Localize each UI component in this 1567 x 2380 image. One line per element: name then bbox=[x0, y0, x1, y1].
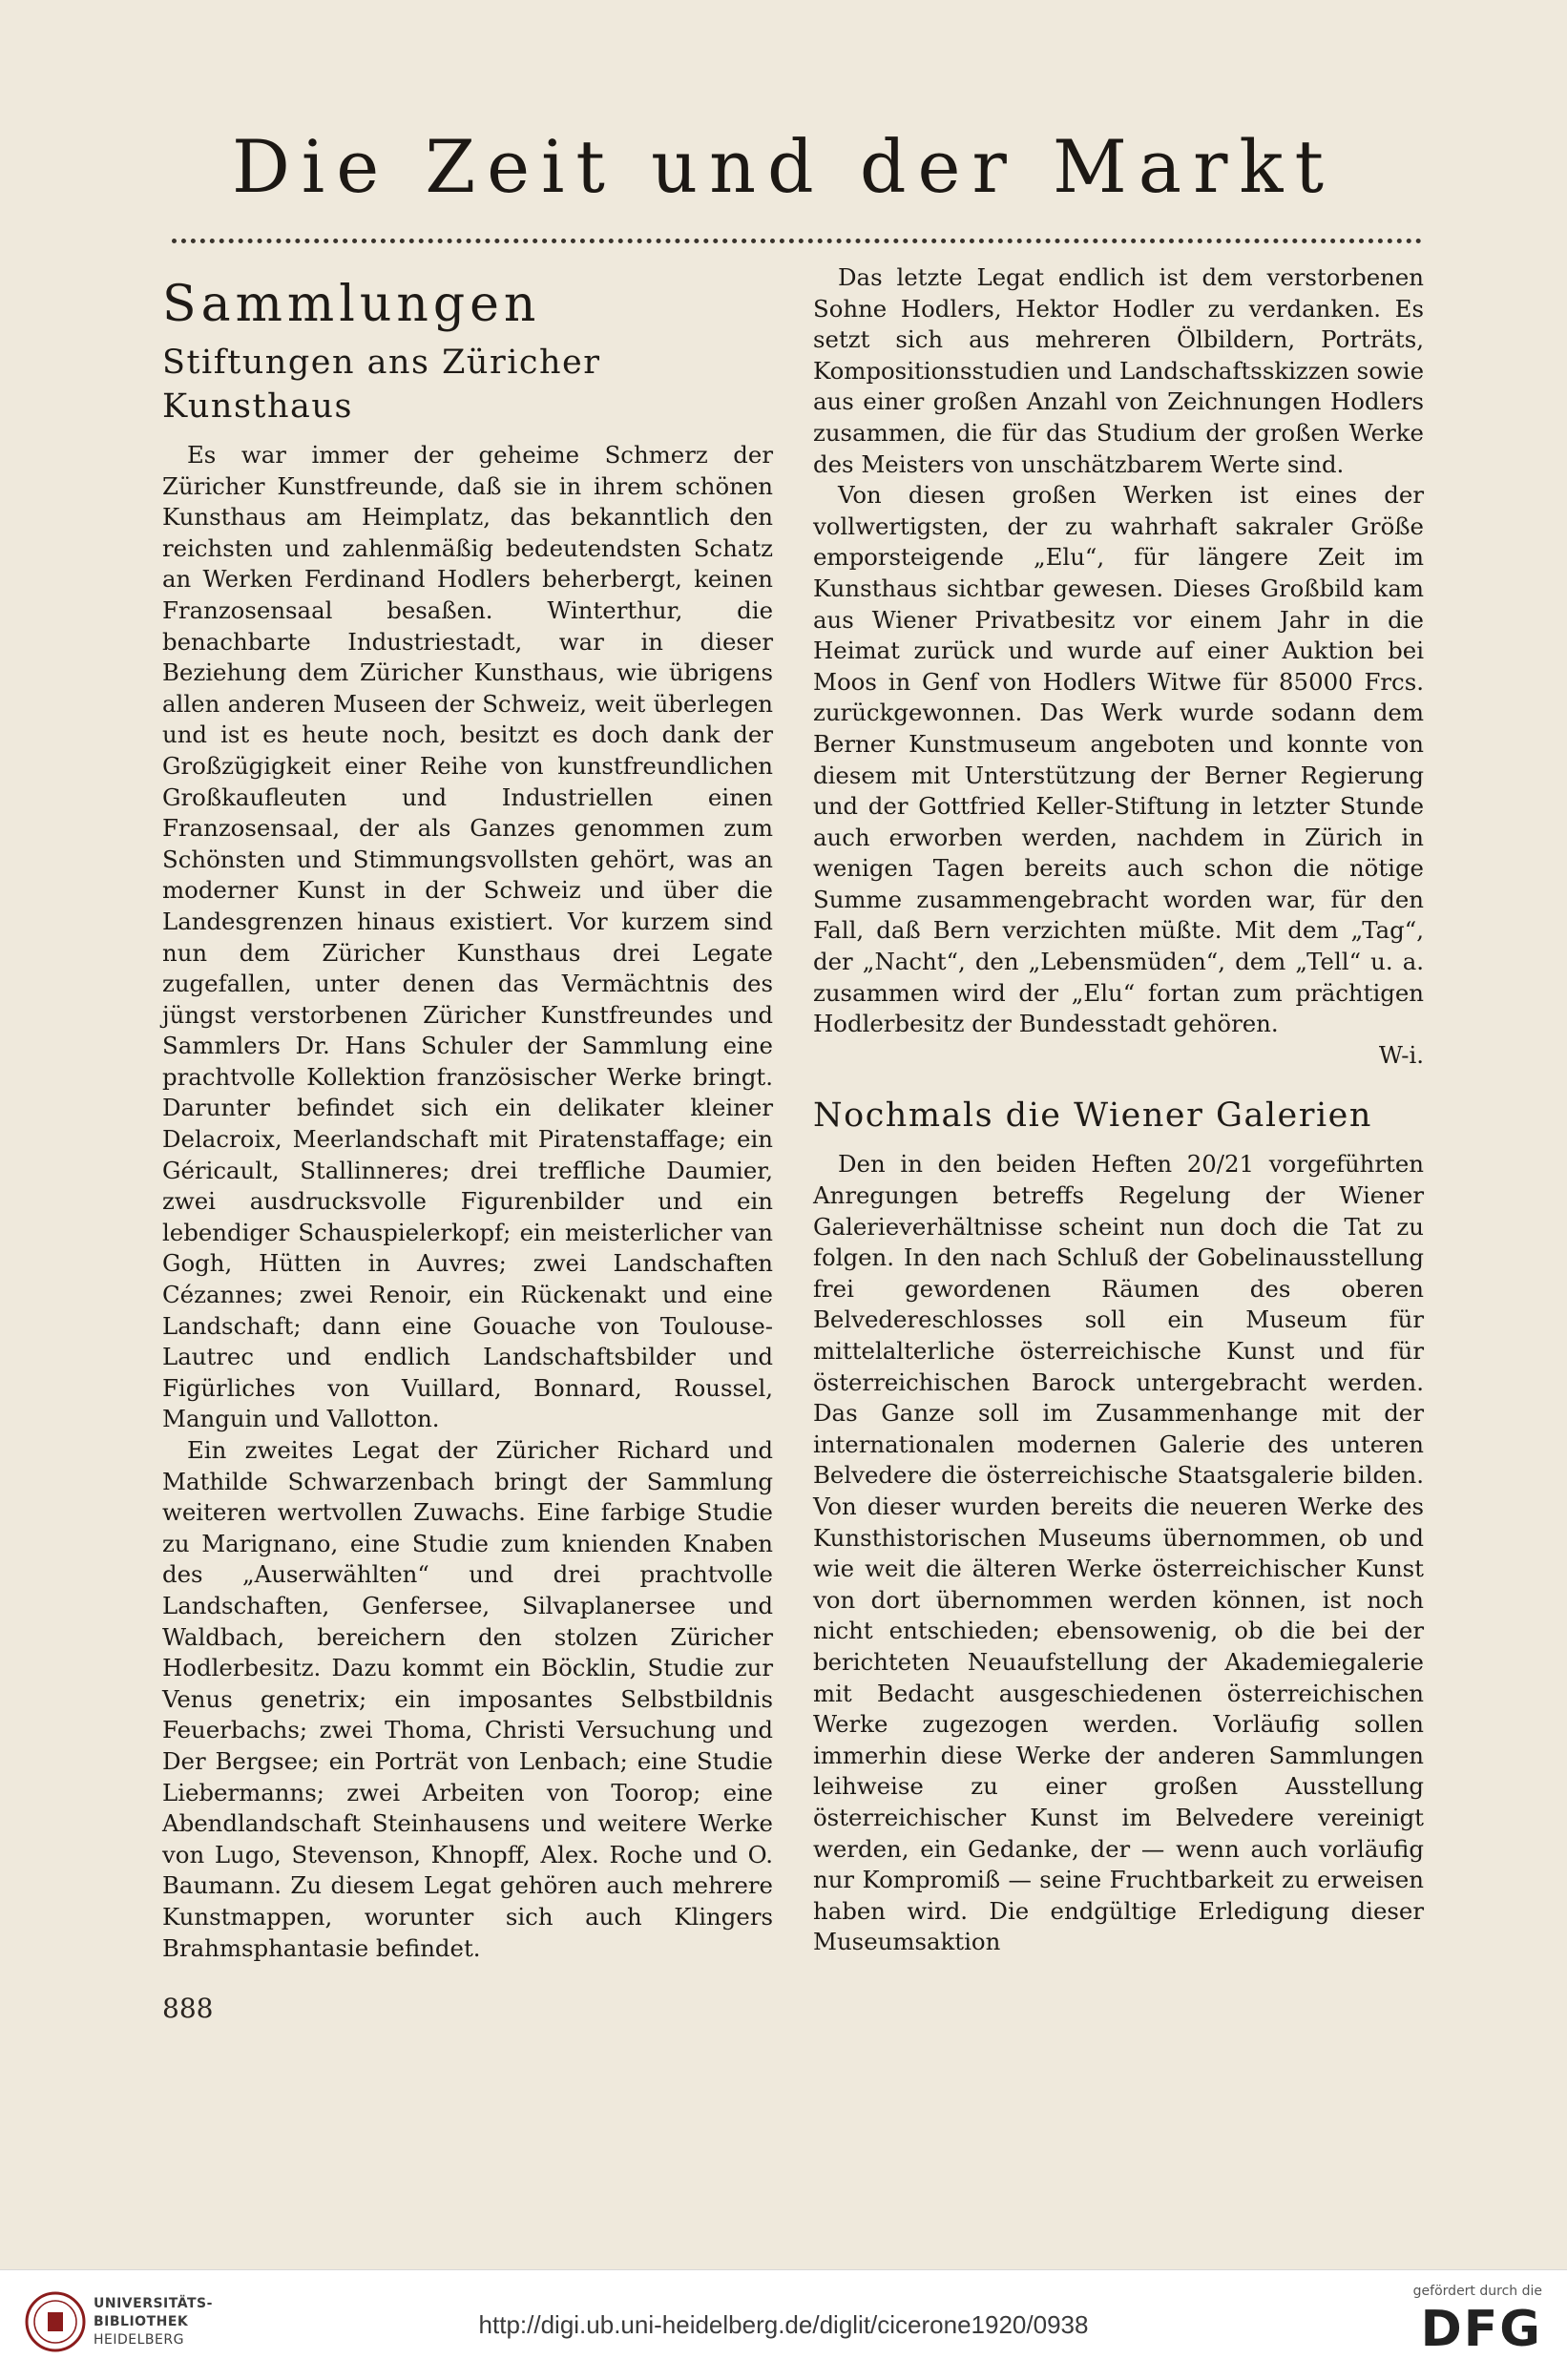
author-signature-row bbox=[813, 1040, 1424, 1072]
funder-block bbox=[1413, 2284, 1542, 2356]
page-number: 888 bbox=[162, 1993, 214, 2024]
institution-line: HEIDELBERG bbox=[94, 2332, 184, 2348]
funded-by-label: gefördert durch die bbox=[1412, 2284, 1542, 2299]
article-paragraph: Das letzte Legat endlich ist dem verstorbenen Sohne Hodlers, Hektor Hodler zu verdanken. Es setzt sich aus mehreren Ölbildern, Porträts, Kompositionsstudien und Landschaftsskizzen sowie aus einer großen Anzahl von Zeichnungen Hodlers zusammen, die für das Studium der großen Werke des Meisters von unschätzbarem Werte sind. bbox=[813, 263, 1424, 478]
dotted-divider bbox=[172, 239, 1422, 243]
right-column bbox=[813, 262, 1424, 1958]
article-paragraph: Es war immer der geheime Schmerz der Züricher Kunstfreunde, daß sie in ihrem schönen Kunsthaus am Heimplatz, das bekanntlich den reichsten und zahlenmäßig bedeutendsten Schatz an Werken Ferdinand Hodlers beherbergt, keinen Franzosensaal besaßen. Winterthur, die benachbarte Industriestadt, war in dieser Beziehung dem Züricher Kunsthaus, wie übrigens allen anderen Museen der Schweiz, weit überlegen und ist es heute noch, besitzt es doch dank der Großzügigkeit einer Reihe von kunstfreundlichen Großkaufleuten und Industriellen einen Franzosensaal, der als Ganzes genommen zum Schönsten und Stimmungsvollsten gehört, was an moderner Kunst in der Schweiz und über die Landesgrenzen hinaus existiert. Vor kurzem sind nun dem Züricher Kunsthaus drei Legate zugefallen, unter denen das Vermächtnis des jüngst verstorbenen Züricher Kunstfreundes und Sammlers Dr. Hans Schuler der Sammlung eine prachtvolle Kollektion französischer Werke bringt. Darunter befindet sich ein delikater kleiner Delacroix, Meerlandschaft mit Piratenstaffage; ein Géricault, Stallinneres; drei treffliche Daumier, zwei ausdrucksvolle Figurenbilder und ein lebendiger Schauspielerkopf; ein meisterlicher van Gogh, Hütten in Auvres; zwei Landschaften Cézannes; zwei Renoir, ein Rückenakt und eine Landschaft; dann eine Gouache von Toulouse-Lautrec und endlich Landschaftsbilder und Figürliches von Vuillard, Bonnard, Roussel, Manguin und Vallotton. bbox=[162, 441, 773, 1433]
article-heading-vienna: Nochmals die Wiener Galerien bbox=[813, 1096, 1372, 1136]
article-paragraph: Von diesen großen Werken ist eines der vollwertigsten, der zu wahrhaft sakraler Größe emporsteigende „Elu“, für längere Zeit im Kunsthaus sichtbar gewesen. Dieses Großbild kam aus Wiener Privatbesitz vor einem Jahr in die Heimat zurück und wurde auf einer Auktion bei Moos in Genf von Hodlers Witwe für 85000 Frcs. zurückgewonnen. Das Werk wurde sodann dem Berner Kunstmuseum angeboten und konnte von diesem mit Unterstützung der Berner Regierung und der Gottfried Keller-Stiftung in letzter Stunde auch erworben werden, nachdem in Zürich in wenigen Tagen bereits auch schon die nötige Summe zusammengebracht worden war, für den Fall, daß Bern verzichten müßte. Mit dem „Tag“, der „Nacht“, den „Lebensmüden“, dem „Tell“ u. a. zusammen wird der „Elu“ fortan zum prächtigen Hodlerbesitz der Bundesstadt gehören. bbox=[813, 481, 1424, 1038]
institution-line: BIBLIOTHEK bbox=[94, 2314, 189, 2329]
masthead-title: Die Zeit und der Markt bbox=[231, 124, 1336, 209]
article-paragraph: Ein zweites Legat der Züricher Richard und Mathilde Schwarzenbach bringt der Sammlung weiteren wertvollen Zuwachs. Eine farbige Studie zu Marignano, eine Studie zum knienden Knaben des „Auserwählten“ und drei prachtvolle Landschaften, Genfersee, Silvaplanersee und Waldbach, bereichern den stolzen Züricher Hodlerbesitz. Dazu kommt ein Böcklin, Studie zur Venus genetrix; ein imposantes Selbstbildnis Feuerbachs; zwei Thoma, Christi Versuchung und Der Bergsee; ein Porträt von Lenbach; eine Studie Liebermanns; zwei Arbeiten von Toorop; eine Abendlandschaft Steinhausens und weitere Werke von Lugo, Stevenson, Khnopff, Alex. Roche und O. Baumann. Zu diesem Legat gehören auch mehrere Kunstmappen, worunter sich auch Klingers Brahmsphantasie befindet. bbox=[162, 1436, 773, 1962]
section-heading: Sammlungen bbox=[162, 276, 541, 333]
source-url-link[interactable]: http://digi.ub.uni-heidelberg.de/diglit/cicerone1920/0938 bbox=[478, 2310, 1089, 2339]
article-paragraph: Den in den beiden Heften 20/21 vorgeführten Anregungen betreffs Regelung der Wiener Galerieverhältnisse scheint nun doch die Tat zu folgen. In den nach Schluß der Gobelinausstellung frei gewordenen Räumen des oberen Belvedereschlosses soll ein Museum für mittelalterliche österreichische Kunst und für österreichischen Barock untergebracht werden. Das Ganze soll im Zusammenhange mit der internationalen modernen Galerie des unteren Belvedere die österreichische Staatsgalerie bilden. Von dieser wurden bereits die neueren Werke des Kunsthistorischen Museums übernommen, ob und wie weit die älteren Werke österreichischer Kunst von dort übernommen werden können, ist noch nicht entschieden; ebensowenig, ob die bei der berichteten Neuaufstellung der Akademiegalerie mit Bedacht ausgeschiedenen österreichischen Werke zugezogen werden. Vorläufig sollen immerhin diese Werke der anderen Sammlungen leihweise zu einer großen Ausstellung österreichischer Kunst im Belvedere vereinigt werden, ein Gedanke, der — wenn auch vorläufig nur Kompromiß — seine Fruchtbarkeit zu erweisen haben wird. Die endgültige Erledigung dieser Museumsaktion bbox=[813, 1150, 1424, 1956]
left-column bbox=[162, 262, 773, 1964]
article-heading-zurich: Stiftungen ans Züricher Kunsthaus bbox=[162, 344, 601, 426]
dfg-logo: DFG bbox=[1420, 2301, 1542, 2358]
institution-line: UNIVERSITÄTS- bbox=[94, 2296, 213, 2311]
author-signature: W-i. bbox=[1378, 1040, 1424, 1069]
footer-bar bbox=[0, 2269, 1567, 2380]
